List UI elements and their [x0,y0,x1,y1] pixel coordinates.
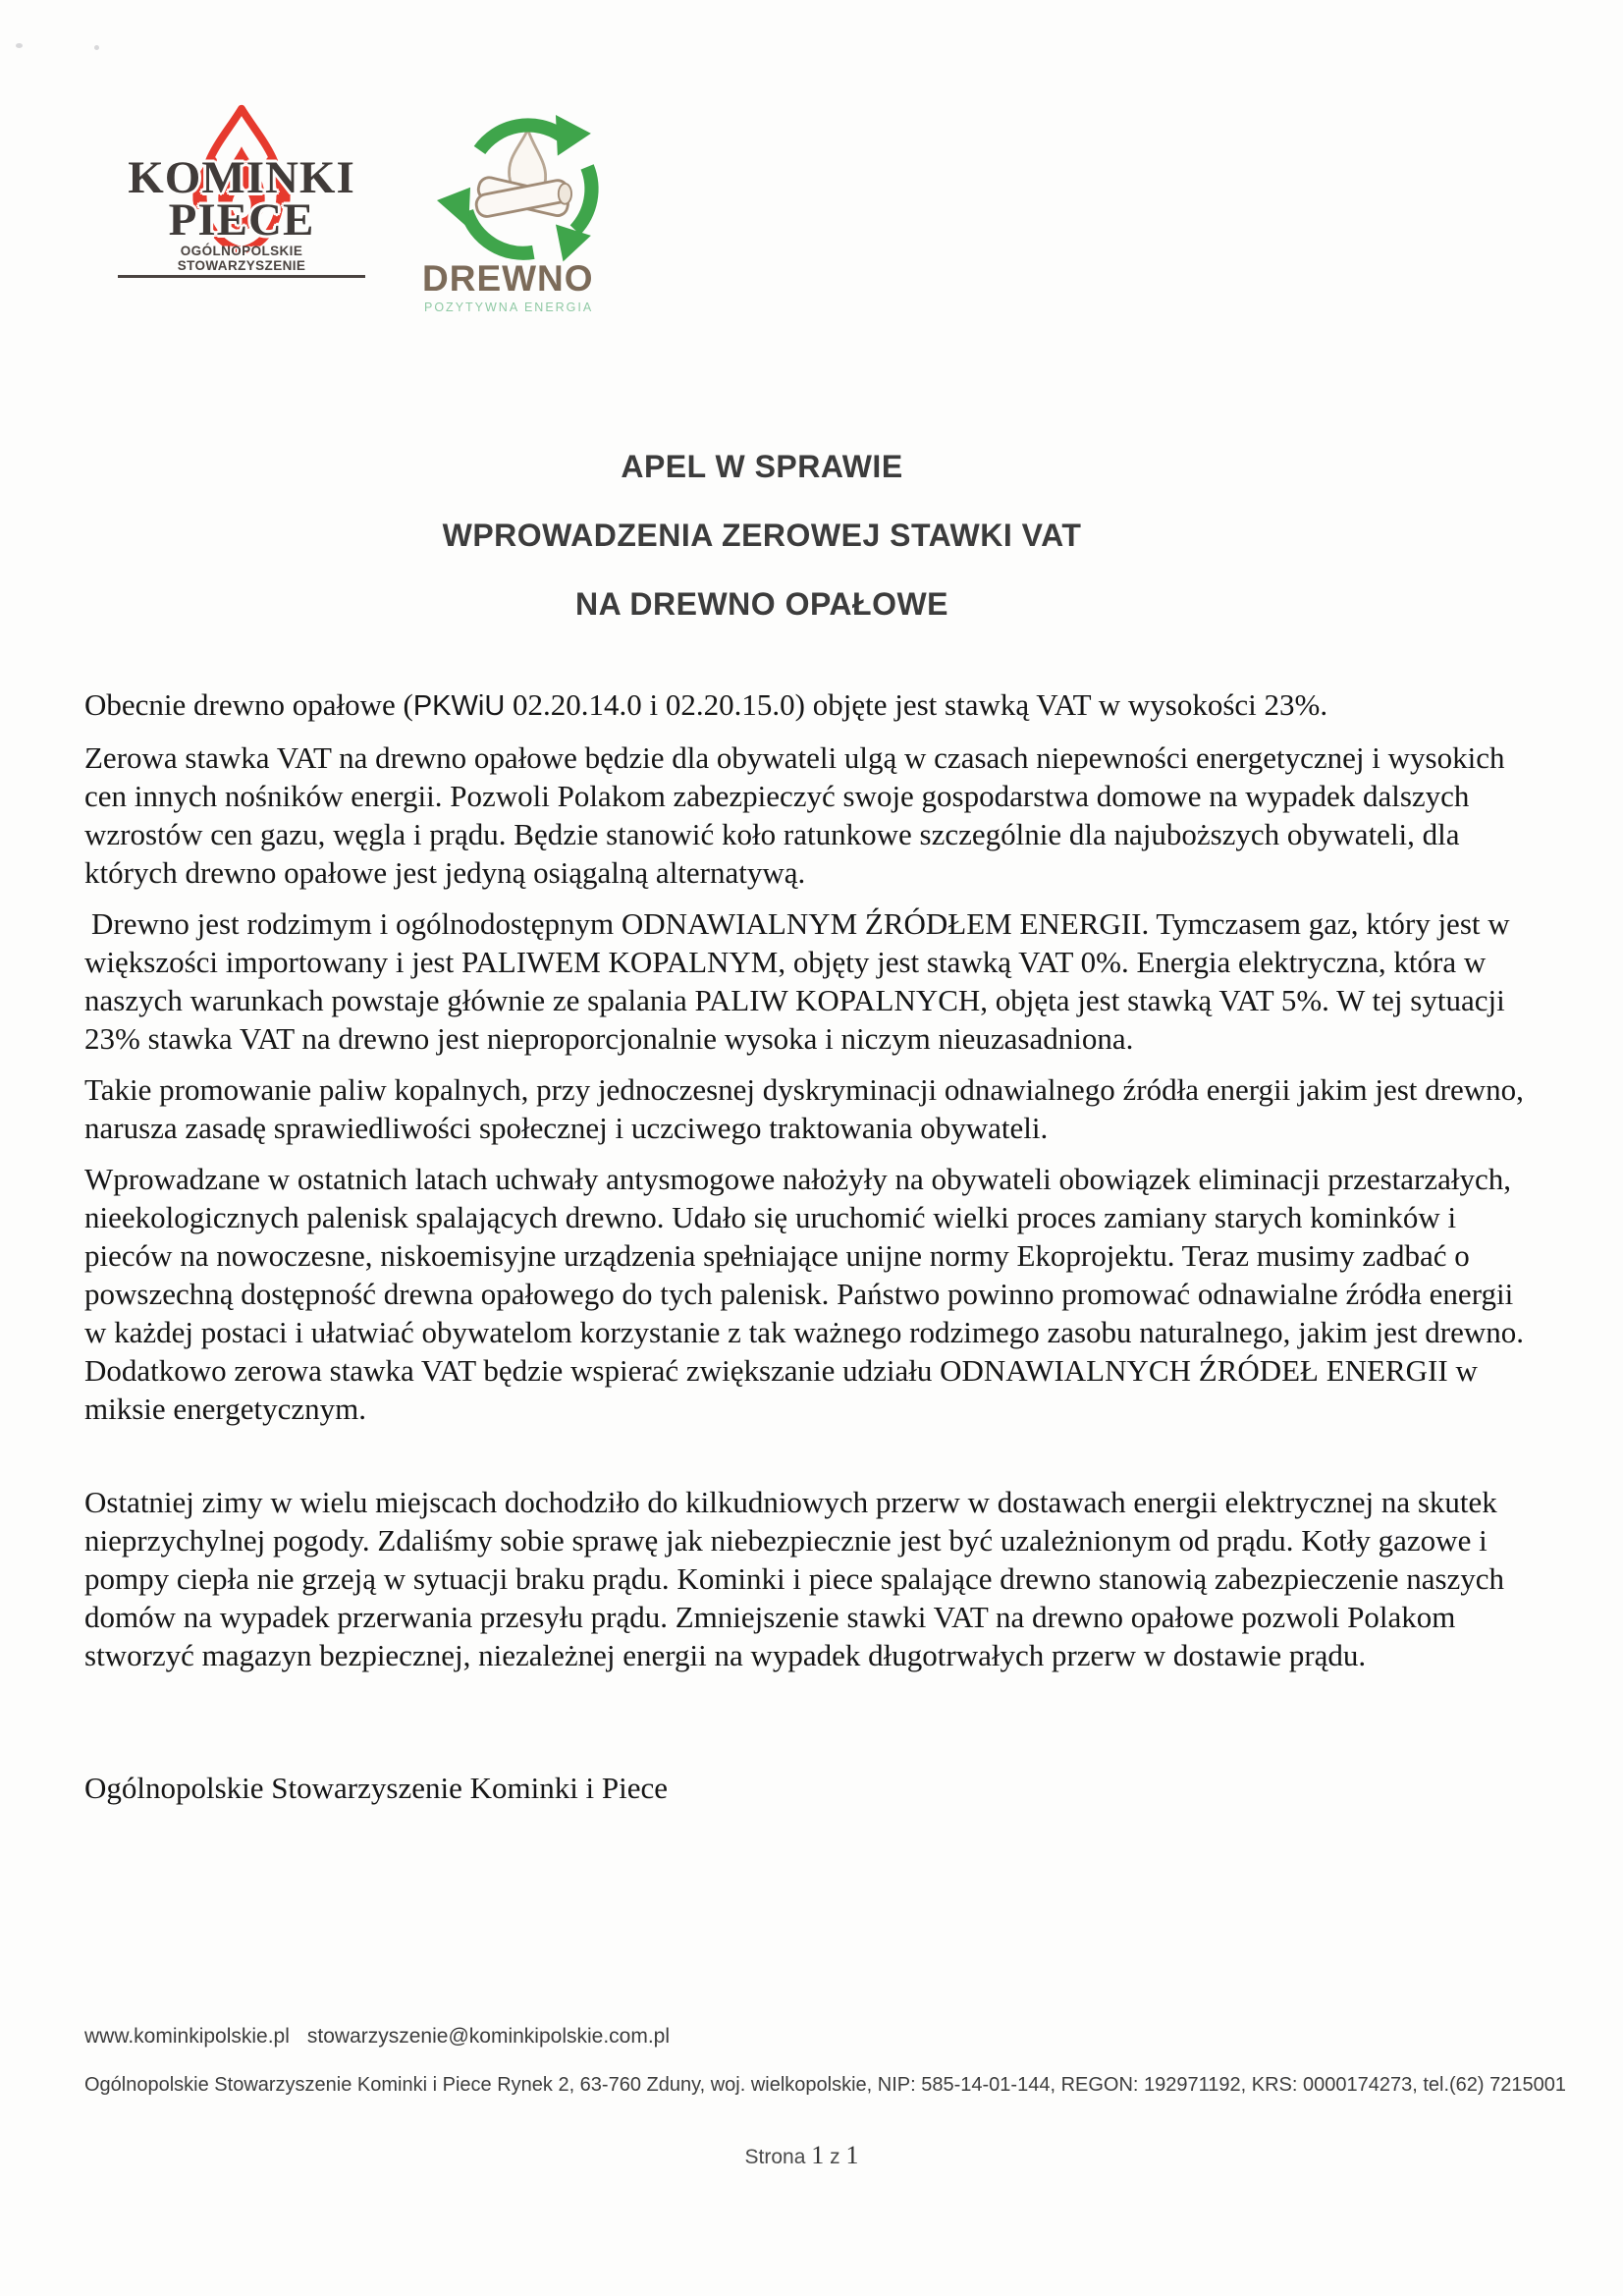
kominki-logo-word-1: KOMINKI [128,152,355,203]
drewno-logo-subtitle: POZYTYWNA ENERGIA [424,301,594,314]
paragraph-1-rest: 02.20.14.0 i 02.20.15.0) objęte jest stawką VAT w wysokości 23%. [505,687,1328,722]
document-body [84,685,1541,1820]
title-line-2: WPROWADZENIA ZEROWEJ STAWKI VAT [442,518,1082,553]
drewno-logo-title: DREWNO [422,258,594,299]
email-text: stowarzyszenie@kominkipolskie.com.pl [306,2025,671,2048]
kominki-piece-logo [118,98,365,314]
kominki-logo-subtitle: OGÓLNOPOLSKIE STOWARZYSZENIE [118,244,365,278]
document-title [20,432,1504,638]
paragraph-zero-vat-relief: Zerowa stawka VAT na drewno opałowe będzie dla obywateli ulgą w czasach niepewności energetycznej i wysokich cen innych nośników energii. Pozwoli Polakom zabezpieczyć swoje gospodarstwa domowe na wypadek dalszych wzrostów cen gazu, węgla i prądu. Będzie stanowić koło ratunkowe szczególnie dla najuboższych obywateli, dla których drewno opałowe jest jedyną osiągalną alternatywą. [84,740,1505,890]
kominki-logo-word-2: PIECE [168,194,315,246]
signature-line: Ogólnopolskie Stowarzyszenie Kominki i Piece [84,1771,669,1805]
paragraph-fossil-fuel-promotion: Takie promowanie paliw kopalnych, przy jednoczesnej dyskryminacji odnawialnego źródła energii jakim jest drewno, narusza zasadę sprawiedliwości społecznej i uczciwego traktowania obywateli. [84,1072,1524,1145]
paragraph-current-vat [84,685,1541,726]
website-text: www.kominkipolskie.pl [84,2025,290,2048]
page-separator: z [830,2146,840,2168]
paragraph-power-outages: Ostatniej zimy w wielu miejscach dochodziło do kilkudniowych przerw w dostawach energii elektrycznej na skutek nieprzychylnej pogody. Zdaliśmy sobie sprawę jak niebezpiecznie jest być uzależnionym od prądu. Kotły gazowe i pompy ciepła nie grzeją w sytuacji braku prądu. Kominki i piece spalające drewno stanowią zabezpieczenie naszych domów na wypadek przerwania przesyłu prądu. Zmniejszenie stawki VAT na drewno opałowe pozwoli Polakom stworzyć magazyn bezpiecznej, niezależnej energii na wypadek długotrwałych przerw w dostawie prądu. [84,1485,1505,1672]
title-line-3: NA DREWNO OPAŁOWE [574,586,949,622]
scan-artifact [94,45,99,50]
page-current: 1 [811,2141,825,2169]
paragraph-antismog-resolutions: Wprowadzane w ostatnich latach uchwały antysmogowe nałożyły na obywateli obowiązek eliminacji przestarzałych, nieekologicznych palenisk spalających drewno. Udało się uruchomić wielki proces zamiany starych kominków i pieców na nowoczesne, niskoemisyjne urządzenia spełniające unijne normy Ekoprojektu. Teraz musimy zadbać o powszechną dostępność drewna opałowego do tych palenisk. Państwo powinno promować odnawialne źródła energii w każdej postaci i ułatwiać obywatelom korzystanie z tak ważnego rodzimego zasobu naturalnego, jakim jest drewno. Dodatkowo zerowa stawka VAT będzie wspierać zwiększanie udziału ODNAWIALNYCH ŹRÓDEŁ ENERGII w miksie energetycznym. [84,1162,1524,1426]
letterhead [118,98,629,314]
drewno-logo [418,98,629,314]
paragraph-renewable-energy: Drewno jest rodzimym i ogólnodostępnym ODNAWIALNYM ŹRÓDŁEM ENERGII. Tymczasem gaz, który jest w większości importowany i jest PALIWEM KOPALNYM, objęty jest stawką VAT 0%. Energia elektryczna, która w naszych warunkach powstaje głównie ze spalania PALIW KOPALNYCH, objęta jest stawką VAT 5%. W tej sytuacji 23% stawka VAT na drewno jest nieproporcjonalnie wysoka i niczym nieuzasadniona. [84,906,1510,1056]
association-address: Ogólnopolskie Stowarzyszenie Kominki i Piece Rynek 2, 63-760 Zduny, woj. wielkopolskie, NIP: 585-14-01-144, REGON: 192971192, KRS: 0000174273, tel.(62) 7215001 [84,2074,1567,2096]
recycle-wood-icon [418,98,624,267]
page-label: Strona [744,2146,806,2168]
contact-line [84,2025,670,2049]
paragraph-1-lead: Obecnie drewno opałowe ( [84,687,413,722]
page-number [0,2141,1603,2170]
pkwiu-code-label: PKWiU [412,690,506,722]
title-line-1: APEL W SPRAWIE [621,449,903,484]
page-total: 1 [845,2141,859,2169]
scan-artifact [16,43,23,48]
